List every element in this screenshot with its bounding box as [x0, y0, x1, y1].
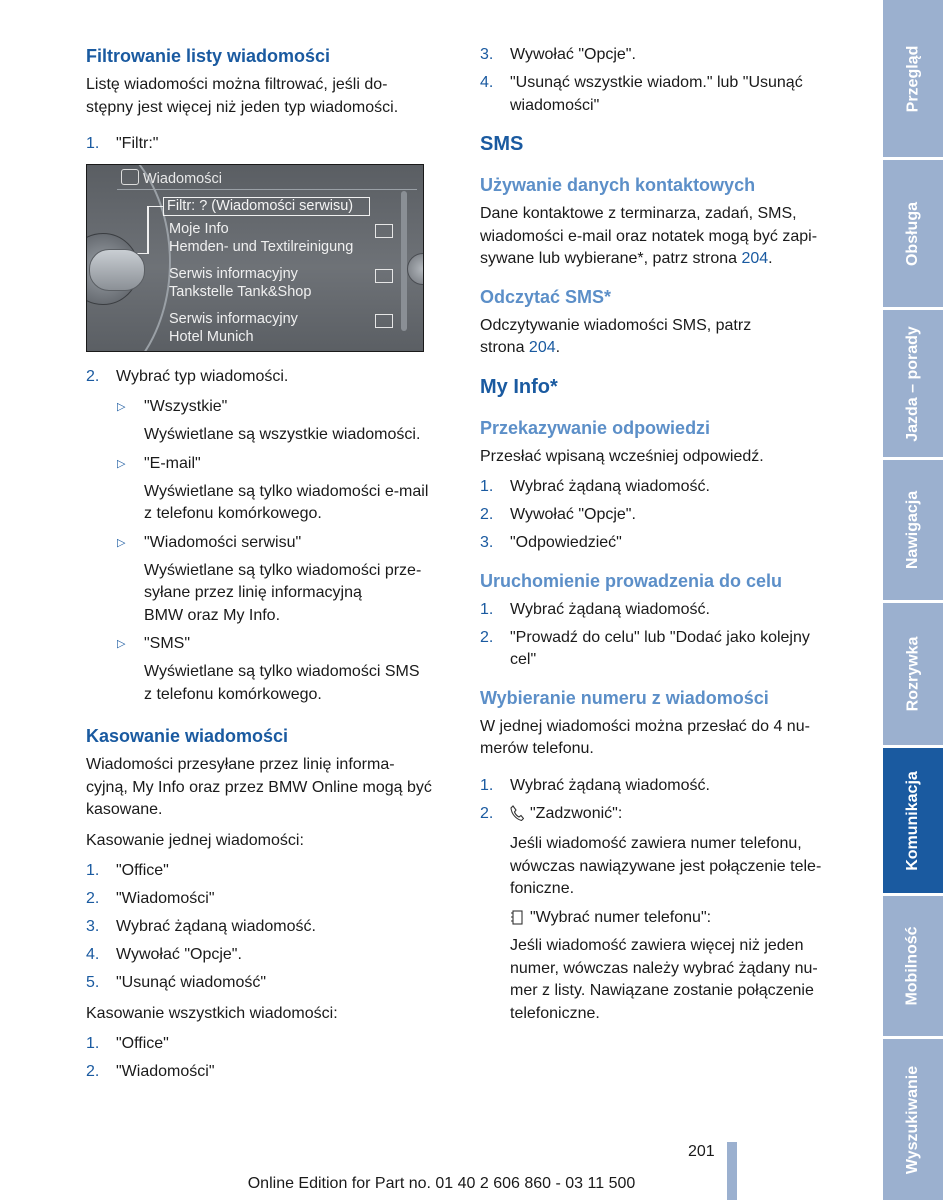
delete-all-steps-cont [480, 44, 850, 117]
option-desc: Wyświetlane są wszystkie wiadomości. [144, 426, 421, 443]
tab-nawigacja[interactable]: Nawigacja [883, 460, 943, 600]
list-item [86, 133, 456, 156]
delete-one-steps [86, 860, 456, 995]
text-line: stępny jest więcej niż jeden typ wiadomości. [86, 98, 399, 116]
option-desc: Wyświetlane są tylko wiadomości e-mail z telefonu komórkowego. [144, 482, 429, 522]
right-column [480, 44, 850, 1031]
list-item: 2. "Wiadomości" [86, 1063, 215, 1080]
option-item: ▷ "Wszystkie" [86, 396, 456, 419]
screen-row: Serwis informacyjny Tankstelle Tank&Shop [169, 265, 312, 300]
heading-delete: Kasowanie wiadomości [86, 726, 289, 746]
chapter-tabs [883, 0, 943, 1200]
list-item: 2. "Wiadomości" [86, 890, 215, 907]
heading-read-sms: Odczytać SMS* [480, 286, 612, 307]
heading-filter: Filtrowanie listy wiadomości [86, 46, 331, 66]
screen-title-text: Wiadomości [143, 170, 222, 187]
controller-arrows-icon [89, 249, 145, 291]
heading-contacts: Używanie danych kontaktowych [480, 175, 756, 195]
paragraph-read-sms: Odczytywanie wiadomości SMS, patrz strona 204. [480, 316, 752, 356]
list-item: 1. "Office" [86, 1035, 169, 1052]
forward-steps [480, 476, 850, 555]
triangle-bullet-icon: ▷ [117, 638, 126, 650]
list-item: 1. Wybrać żądaną wiadomość. [480, 478, 710, 495]
list-item: 4. "Usunąć wszystkie wiadom." lub "Usunąć wiadomości" [480, 74, 803, 114]
option-item: ▷ "SMS" [86, 633, 456, 656]
triangle-bullet-icon: ▷ [117, 536, 126, 549]
tab-przeglad[interactable]: Przegląd [883, 0, 943, 157]
screen-row: Serwis informacyjny Hotel Munich [169, 310, 298, 345]
tab-komunikacja[interactable]: Komunikacja [883, 748, 943, 893]
screen-filter-field: Filtr: ? (Wiadomości serwisu) [163, 197, 370, 216]
dial-steps [480, 775, 850, 826]
paragraph-filter [86, 74, 456, 119]
list-item [86, 366, 456, 389]
list-item: 2. "Zadzwonić": [480, 804, 623, 822]
paragraph-delete-one: Kasowanie jednej wiadomości: [86, 831, 304, 849]
screen-title [121, 169, 222, 187]
list-item: 3. Wybrać żądaną wiadomość. [86, 918, 316, 935]
paragraph-forward: Przesłać wpisaną wcześniej odpowiedź. [480, 447, 764, 465]
step-number: 1. [86, 135, 100, 152]
list-item: 4. Wywołać "Opcje". [86, 946, 242, 963]
option-desc: Wyświetlane są tylko wiadomości prze- syłane przez linię informacyjną BMW oraz My Info. [144, 561, 422, 624]
list-item: 1. Wybrać żądaną wiadomość. [480, 776, 710, 794]
list-item: 5. "Usunąć wiadomość" [86, 974, 267, 991]
list-item: 1. Wybrać żądaną wiadomość. [480, 600, 710, 618]
tab-obsluga[interactable]: Obsługa [883, 160, 943, 307]
paragraph-delete: Wiadomości przesyłane przez linię informa- cyjną, My Info oraz przez BMW Online mogą być kasowane. [86, 756, 432, 818]
footer-text: Online Edition for Part no. 01 40 2 606 860 - 03 11 500 [247, 1175, 636, 1192]
list-item: 2. "Prowadź do celu" lub "Dodać jako kolejny cel" [480, 628, 810, 668]
paragraph-delete-all: Kasowanie wszystkich wiadomości: [86, 1004, 338, 1022]
envelope-icon [375, 314, 393, 328]
triangle-bullet-icon: ▷ [117, 401, 126, 413]
envelope-icon [375, 224, 393, 238]
list-item: 3. Wywołać "Opcje". [480, 46, 636, 63]
filter-steps [86, 133, 456, 156]
tab-rozrywka[interactable]: Rozrywka [883, 603, 943, 745]
list-item: 2. Wywołać "Opcje". [480, 506, 636, 523]
dial-desc-b: Jeśli wiadomość zawiera więcej niż jeden numer, wówczas należy wybrać żądany nu- mer z listy. Nawiązane zostanie połączenie telefoniczne. [510, 937, 818, 1022]
heading-dial: Wybieranie numeru z wiadomości [480, 687, 769, 708]
list-item: 3. "Odpowiedzieć" [480, 534, 622, 551]
screen-scrollbar [401, 191, 407, 331]
heading-navigation: Uruchomienie prowadzenia do celu [480, 570, 783, 591]
phone-book-icon [510, 909, 524, 925]
page-number: 201 [688, 1143, 715, 1160]
page-link[interactable]: 204 [528, 339, 556, 356]
paragraph-dial: W jednej wiadomości można przesłać do 4 nu- merów telefonu. [480, 717, 810, 757]
page-link[interactable]: 204 [741, 250, 769, 267]
heading-forward: Przekazywanie odpowiedzi [480, 417, 711, 438]
heading-sms: SMS [480, 133, 524, 155]
option-item: ▷ "E-mail" [86, 453, 456, 476]
dial-desc-a: Jeśli wiadomość zawiera numer telefonu, wówczas nawiązywane jest połączenie tele- foniczne. [510, 835, 822, 897]
step-number: 2. [86, 367, 100, 385]
paragraph-contacts: Dane kontaktowe z terminarza, zadań, SMS, wiadomości e-mail oraz notatek mogą być zapi- sywane lub wybierane*, patrz strona 204. [480, 205, 818, 267]
heading-myinfo: My Info* [480, 375, 558, 398]
option-item: ▷ "Wiadomości serwisu" [86, 532, 456, 555]
triangle-bullet-icon: ▷ [117, 457, 126, 470]
messages-icon [121, 169, 139, 185]
delete-all-steps [86, 1033, 456, 1084]
screen-row: Moje Info Hemden- und Textilreinigung [169, 220, 354, 255]
step-text: "Filtr:" [116, 135, 159, 152]
tab-jazda-porady[interactable]: Jazda – porady [883, 310, 943, 457]
phone-handset-icon [510, 805, 524, 821]
filter-steps [86, 366, 456, 389]
list-item: 1. "Office" [86, 862, 169, 879]
option-desc: Wyświetlane są tylko wiadomości SMS z telefonu komórkowego. [144, 663, 420, 703]
idrive-screen-image [86, 164, 424, 352]
envelope-icon [375, 269, 393, 283]
dial-choose: "Wybrać numer telefonu": [480, 907, 850, 930]
text-line: Listę wiadomości można filtrować, jeśli do- [86, 76, 388, 93]
tab-mobilnosc[interactable]: Mobilność [883, 896, 943, 1036]
left-column [86, 44, 456, 1092]
tab-wyszukiwanie[interactable]: Wyszukiwanie [883, 1039, 943, 1200]
navigation-steps [480, 599, 850, 672]
step-text: Wybrać typ wiadomości. [116, 367, 289, 385]
